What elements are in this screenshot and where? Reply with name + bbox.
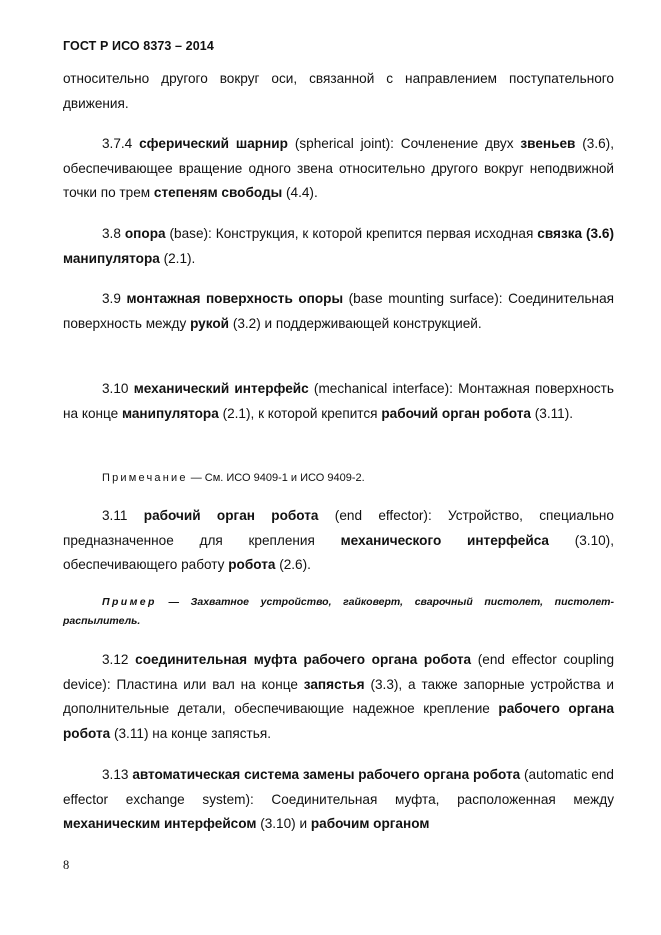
clause-number: 3.11 — [102, 508, 128, 523]
clause-number: 3.10 — [102, 381, 129, 396]
clause-3-11: 3.11 рабочий орган робота (end effector): Устройство, специально предназначенное для крепления механического интерфейса (3.10), обеспечивающего работу робота (2.6). — [63, 508, 614, 573]
example-label: Пример — [102, 596, 157, 608]
note-label: Примечание — [102, 472, 188, 484]
clause-3-13: 3.13 автоматическая система замены рабочего органа робота (automatic end effector exchange system): Соединительная муфта, расположенная между механическим интерфейсом (3.10) и рабочим органом — [63, 767, 614, 832]
clause-term: автоматическая система замены рабочего органа робота — [132, 767, 521, 782]
example — [63, 593, 614, 631]
clause-number: 3.7.4 — [102, 136, 133, 151]
clause-number: 3.9 — [102, 291, 121, 306]
paragraph-continuation: относительно другого вокруг оси, связанной с направлением поступательного движения. — [63, 71, 614, 111]
clause-term: соединительная муфта рабочего органа робота — [135, 652, 472, 667]
note-text: — См. ИСО 9409-1 и ИСО 9409-2. — [187, 472, 365, 484]
document-header: ГОСТ Р ИСО 8373 – 2014 — [63, 39, 214, 53]
clause-3-10: 3.10 механический интерфейс (mechanical interface): Монтажная поверхность на конце манипулятора (2.1), к которой крепится рабочий орган робота (3.11). — [63, 381, 614, 421]
clause-term: монтажная поверхность опоры — [126, 291, 344, 306]
clause-term: опора — [124, 226, 166, 241]
note — [102, 469, 614, 487]
clause-number: 3.12 — [102, 652, 129, 667]
example-text: — Захватное устройство, гайковерт, сварочный пистолет, пистолет-распылитель. — [63, 596, 614, 627]
page-number: 8 — [63, 858, 70, 872]
clause-3-12: 3.12 соединительная муфта рабочего органа робота (end effector coupling device): Пластина или вал на конце запястья (3.3), а также запорные устройства и дополнительные детали, обеспечивающие надежное крепление рабочего органа робота (3.11) на конце запястья. — [63, 652, 615, 741]
clause-term: механический интерфейс — [133, 381, 309, 396]
clause-number: 3.8 — [102, 226, 121, 241]
clause-3-8: 3.8 опора (base): Конструкция, к которой крепится первая исходная связка (3.6) манипулятора (2.1). — [63, 226, 614, 266]
clause-3-7-4: 3.7.4 сферический шарнир (spherical joint): Сочленение двух звеньев (3.6), обеспечивающее вращение одного звена относительно другого вокруг неподвижной точки по трем степеням свободы (4.4). — [63, 136, 614, 201]
clause-3-9: 3.9 монтажная поверхность опоры (base mounting surface): Соединительная поверхность между рукой (3.2) и поддерживающей конструкцией. — [63, 291, 614, 331]
clause-term: сферический шарнир — [139, 136, 288, 151]
clause-number: 3.13 — [102, 767, 129, 782]
clause-term: рабочий орган робота — [143, 508, 319, 523]
